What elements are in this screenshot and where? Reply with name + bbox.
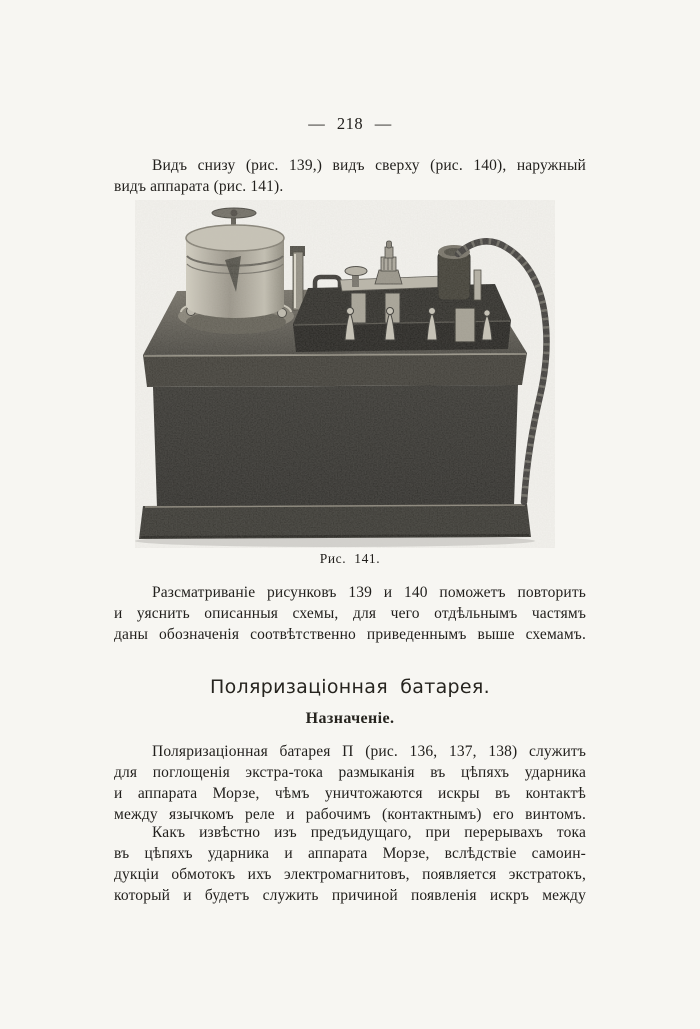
page-number: — 218 — (308, 114, 392, 133)
paragraph-review (114, 582, 586, 645)
paragraph-extra-current (114, 822, 586, 906)
text-line: и уяснить описанныя схемы, для чего отдѣльнымъ частямъ (114, 605, 586, 622)
text-line: для поглощенія экстра-тока размыканія въ цѣпяхъ ударника (114, 764, 586, 781)
text-line: Поляризаціонная батарея П (рис. 136, 137, 138) служитъ (152, 743, 586, 760)
figure-photo-apparatus (135, 200, 555, 548)
text-line: и аппарата Морзе, чѣмъ уничтожаются искры въ контактѣ (114, 785, 586, 802)
text-line: даны обозначенія соотвѣтственно приведеннымъ выше схемамъ. (114, 626, 586, 643)
paragraph-intro (114, 155, 586, 197)
text-line: между язычкомъ реле и рабочимъ (контактнымъ) его винтомъ. (114, 806, 586, 823)
text-line: Разсматриваніе рисунковъ 139 и 140 поможетъ повторить (152, 584, 586, 601)
text-line: дукціи обмотокъ ихъ электромагнитовъ, появляется экстратокъ, (114, 866, 586, 883)
text-line: видъ аппарата (рис. 141). (114, 178, 284, 195)
paragraph-battery-purpose (114, 741, 586, 825)
halftone-grain (135, 200, 555, 548)
text-line: въ цѣпяхъ ударника и аппарата Морзе, вслѣдствіе самоин- (114, 845, 586, 862)
section-subtitle: Назначеніе. (305, 710, 395, 727)
section-title: Поляризаціонная батарея. (210, 676, 490, 698)
figure-caption: Рис. 141. (319, 551, 381, 566)
text-line: Видъ снизу (рис. 139,) видъ сверху (рис. 140), наружный (152, 157, 586, 174)
text-line: Какъ извѣстно изъ предъидущаго, при перерывахъ тока (152, 824, 586, 841)
text-line: который и будетъ служить причиной появленія искръ между (114, 887, 586, 904)
